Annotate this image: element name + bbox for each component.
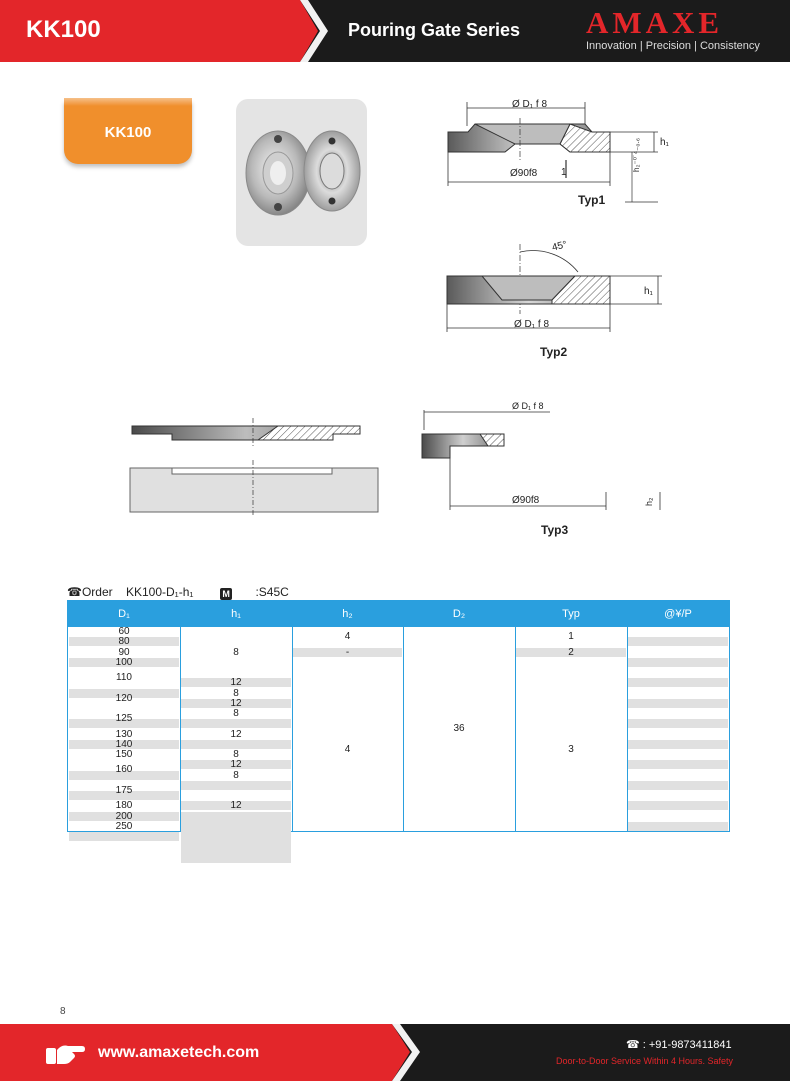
table-stripe [628,719,728,728]
footer-slogan: Door-to-Door Service Within 4 Hours. Safety [556,1056,734,1066]
table-cell: 8 [233,749,239,760]
table-header [68,601,729,627]
table-stripe [181,719,291,728]
material-spec: :S45C [255,585,289,599]
table-stripe [628,699,728,708]
website-link[interactable]: www.amaxetech.com [98,1044,260,1061]
typ1-top-dim: Ø D₁ f 8 [512,99,548,110]
table-cell: 12 [230,728,242,740]
table-cell: 8 [233,687,239,699]
table-cell: 12 [230,759,242,771]
table-cell: 60 [118,626,130,637]
column-header: h₂ [342,608,353,620]
hand-pointer-icon [46,1040,86,1066]
order-code: KK100-D₁-h₁ [125,585,194,599]
typ3-bottom-dim: Ø90f8 [512,495,540,506]
typ1-bottom-dim: Ø90f8 [510,168,538,179]
column-header: D₂ [452,608,466,620]
order-label: Order [81,585,113,599]
typ3-top-dim: Ø D₁ f 8 [512,401,544,411]
drawing-typ3 [418,404,668,516]
order-line [67,585,289,600]
table-stripe [628,740,728,749]
typ3-h2-label: h₂ [644,497,654,506]
table-cell: 4 [344,743,351,755]
typ2-caption: Typ2 [540,345,568,359]
table-cell: 12 [230,800,242,812]
material-icon: M [220,588,232,600]
product-label [64,100,192,164]
typ2-angle: 45° [550,239,569,254]
table-stripe [628,637,728,646]
table-cell: 8 [233,708,239,719]
table-cell: 3 [568,743,574,755]
table-cell: 200 [115,810,133,822]
table-cell: 1 [568,631,574,643]
table-cell: 120 [115,692,133,704]
brand-logo [586,5,776,52]
typ1-one-label: 1 [561,167,567,178]
gate-rings-image [236,99,367,246]
typ1-caption: Typ1 [578,193,606,207]
typ3-caption: Typ3 [541,523,569,537]
spec-table [67,600,730,832]
table-cell: 8 [233,769,239,781]
table-stripe [628,658,728,667]
table-cell: 180 [115,800,133,812]
table-stripe [628,781,728,790]
brand-name: AMAXE [586,5,724,40]
product-label-highlight [64,98,192,106]
column-header: @¥/P [664,608,692,620]
table-stripe [628,801,728,810]
table-cell: 80 [118,636,130,648]
table-stripe [628,678,728,687]
typ1-h2-label: h₂⁻⁰˙⁴₋₀.₆ [632,137,641,172]
table-cell: 12 [230,697,242,709]
table-cell: 90 [118,646,130,658]
table-cell: 130 [115,728,133,740]
table-cell: 2 [568,646,574,658]
typ1-h1-label: h₁ [660,137,669,148]
table-cell: 140 [115,738,133,750]
table-stripe [69,832,179,841]
phone-number: : +91-9873411841 [642,1039,732,1051]
column-divider [403,601,404,831]
table-stripe [628,760,728,769]
table-stripe [628,822,728,831]
phone-icon: ☎ [67,585,82,599]
table-cell: 125 [115,713,133,725]
table-cell: 150 [115,749,133,760]
brand-tagline: Innovation | Precision | Consistency [586,40,760,52]
drawing-typ2 [430,236,670,336]
series-title: Pouring Gate Series [348,20,521,40]
table-stripe [181,740,291,749]
product-label-text: KK100 [104,124,152,141]
table-cell: - [345,646,350,658]
table-stripe [181,781,291,790]
table-cell: 12 [230,677,242,689]
table-cell: 36 [453,723,465,735]
table-cell: 110 [116,672,132,684]
drawing-typ1 [420,90,680,220]
page-number: 8 [60,1006,66,1017]
product-photo [236,99,367,246]
telephone-icon: ☎ [626,1039,640,1051]
drawing-typ3-section [128,412,384,516]
table-shade [181,812,291,863]
table-cell: 160 [115,764,133,776]
footer-phone [626,1038,732,1051]
column-header: D₁ [118,608,130,620]
table-cell: 100 [115,656,133,668]
table-cell: 8 [233,646,239,658]
column-header: h₁ [231,608,241,620]
table-cell: 4 [344,631,351,643]
typ2-h1-label: h₁ [644,286,653,297]
column-header: Typ [562,608,580,620]
table-cell: 175 [115,784,133,796]
product-code: KK100 [26,16,101,43]
typ2-dim: Ø D₁ f 8 [514,319,550,330]
table-cell: 250 [115,820,133,832]
column-divider [627,601,628,831]
